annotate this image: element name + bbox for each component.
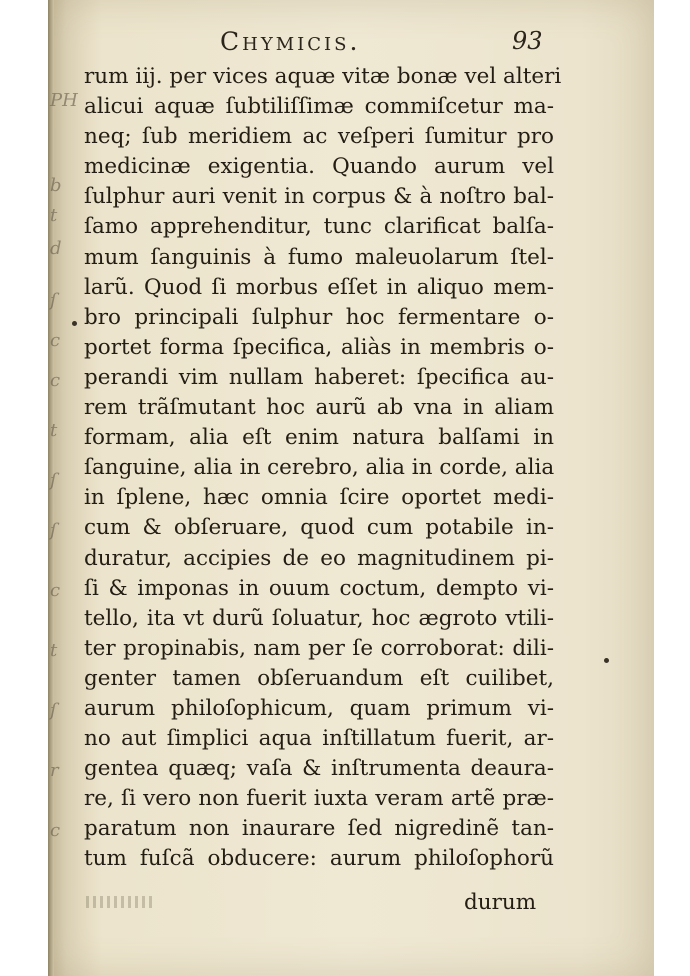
text-line: genter tamen obſeruandum eſt cuilibet, — [84, 665, 554, 691]
page-number: 93 — [512, 27, 543, 55]
ink-dot — [72, 321, 77, 326]
text-line: larũ. Quod ſi morbus eſſet in aliquo mem- — [84, 274, 554, 300]
text-line: duratur, accipies de eo magnitudinem pi- — [84, 545, 554, 571]
text-line: no aut ſimplici aqua inſtillatum fuerit, ar- — [84, 726, 554, 752]
running-header — [220, 27, 620, 57]
text-line: ſulphur auri venit in corpus & à noſtro bal- — [84, 184, 554, 210]
text-line: gentea quæq; vaſa & inſtrumenta deaura- — [84, 756, 554, 782]
text-line: in ſplene, hæc omnia ſcire oportet medi- — [84, 485, 554, 511]
catchword: durum — [464, 890, 537, 915]
text-line: neq; ſub meridiem ac veſperi ſumitur pro — [84, 124, 554, 150]
text-line: medicinæ exigentia. Quando aurum vel — [84, 154, 554, 180]
text-line: tum fuſcã obducere: aurum philoſophorũ — [84, 846, 554, 872]
text-line: rum iij. per vices aquæ vitæ bonæ vel alteri — [84, 64, 562, 89]
text-line: rem trãſmutant hoc aurũ ab vna in aliam — [84, 395, 554, 421]
text-line: perandi vim nullam haberet: ſpecifica au- — [84, 364, 554, 390]
text-line: portet forma ſpecifica, aliàs in membris o- — [84, 334, 554, 360]
text-line: paratum non inaurare ſed nigredinẽ tan- — [84, 816, 554, 842]
text-line: ſamo apprehenditur, tunc clarificat balſa- — [84, 214, 554, 240]
running-title: Chymicis. — [220, 27, 361, 56]
text-line: bro principali ſulphur hoc fermentare o- — [84, 304, 554, 330]
ink-dot — [604, 658, 609, 663]
text-line: cum & obſeruare, quod cum potabile in- — [84, 515, 554, 541]
text-line: re, ſi vero non fuerit iuxta veram artẽ præ- — [84, 786, 554, 812]
text-line: aurum philoſophicum, quam primum vi- — [84, 695, 554, 721]
text-line: mum ſanguinis à fumo maleuolarum ſtel- — [84, 244, 554, 270]
text-line: ſanguine, alia in cerebro, alia in corde, alia — [84, 455, 555, 481]
facing-page-bleed: PH b t d ſ c c t ſ ſ c t ſ r c — [50, 90, 78, 841]
ink-smudge — [86, 896, 156, 908]
text-line: ter propinabis, nam per ſe corroborat: dili- — [84, 635, 554, 661]
body-text — [84, 62, 562, 875]
text-line: tello, ita vt durũ ſoluatur, hoc ægroto vtili- — [84, 605, 554, 631]
text-line: ſi & imponas in ouum coctum, dempto vi- — [84, 575, 554, 601]
text-line: formam, alia eſt enim natura balſami in — [84, 425, 554, 451]
text-line: alicui aquæ ſubtiliſſimæ commiſcetur ma- — [84, 94, 554, 120]
